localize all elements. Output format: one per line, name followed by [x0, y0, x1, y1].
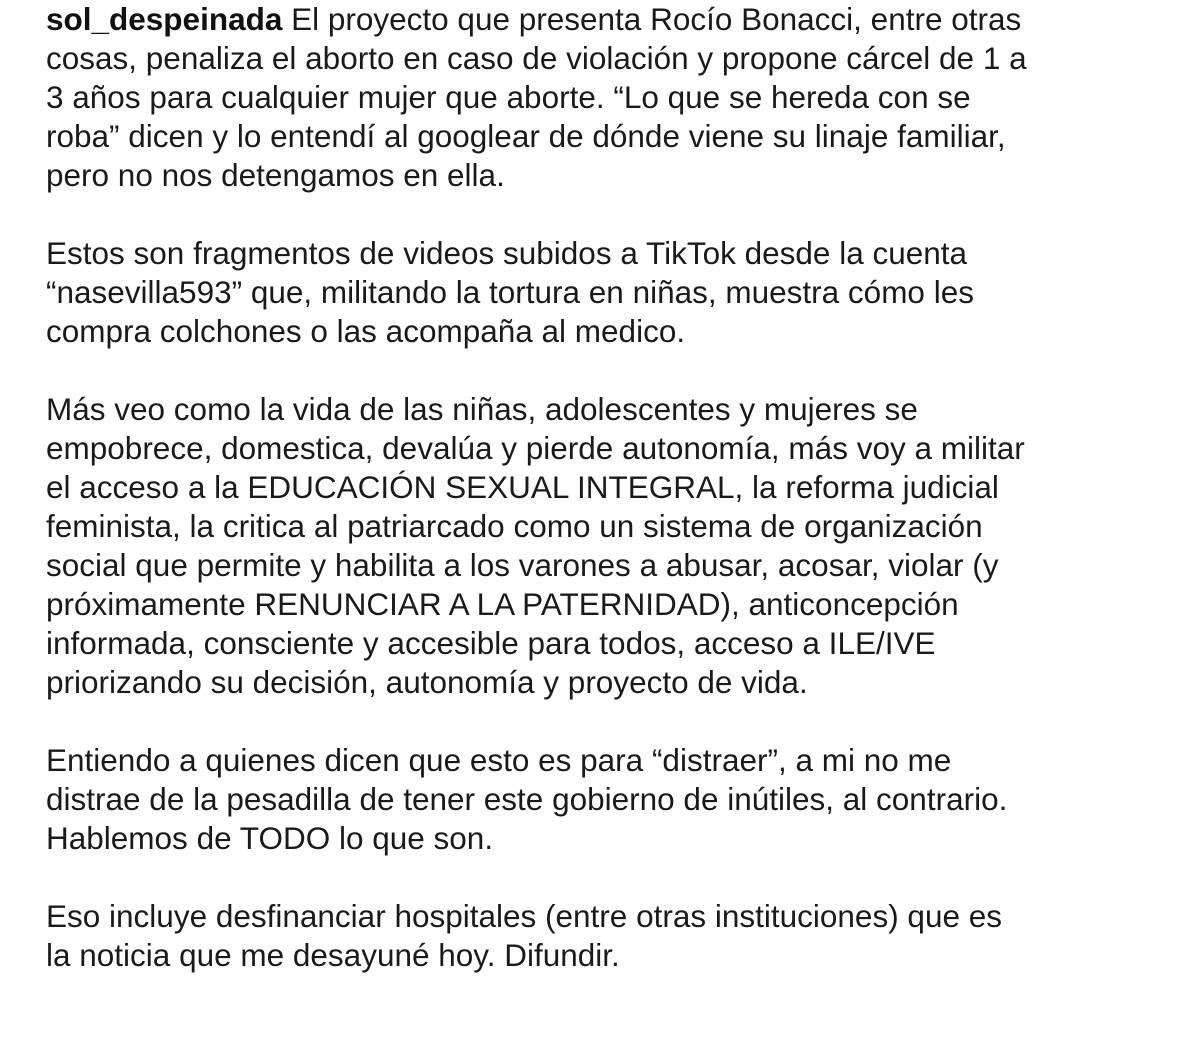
caption-line: informada, consciente y accesible para todos, acceso a ILE/IVE [46, 625, 936, 661]
caption-line: “nasevilla593” que, militando la tortura en niñas, muestra cómo les [46, 274, 974, 310]
caption-line: empobrece, domestica, devalúa y pierde autonomía, más voy a militar [46, 430, 1025, 466]
caption-line: priorizando su decisión, autonomía y proyecto de vida. [46, 664, 808, 700]
caption-paragraph-4 [46, 741, 1176, 858]
caption-line: Más veo como la vida de las niñas, adolescentes y mujeres se [46, 391, 918, 427]
caption-paragraph-2 [46, 234, 1176, 351]
caption-line: próximamente RENUNCIAR A LA PATERNIDAD), anticoncepción [46, 586, 959, 622]
caption-line: roba” dicen y lo entendí al googlear de dónde viene su linaje familiar, [46, 118, 1006, 154]
username-link[interactable]: sol_despeinada [46, 1, 283, 37]
caption-line: compra colchones o las acompaña al medico. [46, 313, 686, 349]
caption-line: distrae de la pesadilla de tener este gobierno de inútiles, al contrario. [46, 781, 1008, 817]
caption-line: Estos son fragmentos de videos subidos a TikTok desde la cuenta [46, 235, 968, 271]
caption-line: pero no nos detengamos en ella. [46, 157, 505, 193]
caption-line: Hablemos de TODO lo que son. [46, 820, 494, 856]
caption-paragraph-5 [46, 897, 1176, 975]
caption-line: la noticia que me desayuné hoy. Difundir. [46, 937, 620, 973]
caption-paragraph-3 [46, 390, 1176, 702]
caption-line: 3 años para cualquier mujer que aborte. “Lo que se hereda con se [46, 79, 971, 115]
caption-text-segment: El proyecto que presenta Rocío Bonacci, entre otras [282, 1, 1022, 37]
caption-line: Entiendo a quienes dicen que esto es para “distraer”, a mi no me [46, 742, 952, 778]
caption-line: Eso incluye desfinanciar hospitales (entre otras instituciones) que es [46, 898, 1003, 934]
caption-line: el acceso a la EDUCACIÓN SEXUAL INTEGRAL, la reforma judicial [46, 469, 999, 505]
caption-line: cosas, penaliza el aborto en caso de violación y propone cárcel de 1 a [46, 40, 1027, 76]
caption-line: feminista, la critica al patriarcado como un sistema de organización [46, 508, 983, 544]
caption-text [46, 0, 1176, 975]
caption-paragraph-1 [46, 0, 1176, 195]
caption-line [46, 0, 1176, 39]
caption-line: social que permite y habilita a los varones a abusar, acosar, violar (y [46, 547, 999, 583]
